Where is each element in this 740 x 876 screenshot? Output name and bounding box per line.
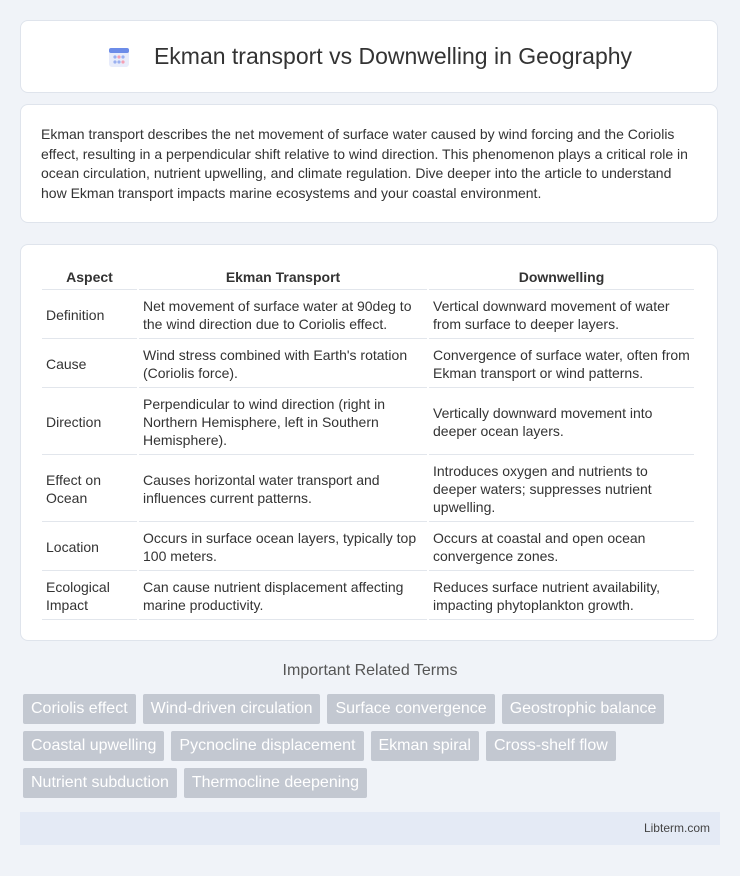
related-tag[interactable]: Nutrient subduction [23, 768, 177, 798]
related-tag[interactable]: Coriolis effect [23, 694, 136, 724]
related-tag[interactable]: Pycnocline displacement [171, 731, 363, 761]
table-row [42, 455, 694, 522]
cell-downwelling: Vertically downward movement into deeper ocean layers. [429, 388, 694, 455]
footer [20, 812, 720, 845]
related-tag[interactable]: Coastal upwelling [23, 731, 164, 761]
cell-downwelling: Vertical downward movement of water from surface to deeper layers. [429, 290, 694, 339]
related-tag[interactable]: Wind-driven circulation [143, 694, 321, 724]
table-header-row [42, 265, 694, 290]
related-tag[interactable]: Cross-shelf flow [486, 731, 616, 761]
table-row [42, 290, 694, 339]
cell-downwelling: Reduces surface nutrient availability, impacting phytoplankton growth. [429, 571, 694, 620]
table-row [42, 522, 694, 571]
intro-card [20, 104, 718, 223]
cell-ekman: Occurs in surface ocean layers, typically top 100 meters. [139, 522, 427, 571]
cell-aspect: Direction [42, 388, 137, 455]
related-terms-list [23, 694, 723, 798]
cell-ekman: Perpendicular to wind direction (right in Northern Hemisphere, left in Southern Hemisphere). [139, 388, 427, 455]
calendar-icon [106, 44, 132, 70]
cell-aspect: Definition [42, 290, 137, 339]
intro-text: Ekman transport describes the net movement of surface water caused by wind forcing and the Coriolis effect, resulting in a perpendicular shift relative to wind direction. This phenomenon plays a critical role in ocean circulation, nutrient upwelling, and climate regulation. Dive deeper into the article to understand how Ekman transport impacts marine ecosystems and your coastal environment. [41, 126, 688, 201]
cell-ekman: Wind stress combined with Earth's rotation (Coriolis force). [139, 339, 427, 388]
comparison-card [20, 244, 718, 641]
table-row [42, 571, 694, 620]
title-card [20, 20, 718, 93]
footer-link[interactable]: Libterm.com [643, 821, 710, 835]
table-row [42, 339, 694, 388]
cell-ekman: Causes horizontal water transport and influences current patterns. [139, 455, 427, 522]
cell-aspect: Effect on Ocean [42, 455, 137, 522]
header-ekman: Ekman Transport [139, 265, 427, 290]
cell-ekman: Can cause nutrient displacement affecting marine productivity. [139, 571, 427, 620]
related-tag[interactable]: Geostrophic balance [502, 694, 665, 724]
cell-downwelling: Occurs at coastal and open ocean convergence zones. [429, 522, 694, 571]
related-tag[interactable]: Surface convergence [327, 694, 494, 724]
cell-aspect: Ecological Impact [42, 571, 137, 620]
cell-aspect: Location [42, 522, 137, 571]
cell-aspect: Cause [42, 339, 137, 388]
related-tag[interactable]: Ekman spiral [371, 731, 479, 761]
cell-downwelling: Convergence of surface water, often from Ekman transport or wind patterns. [429, 339, 694, 388]
cell-ekman: Net movement of surface water at 90deg to the wind direction due to Coriolis effect. [139, 290, 427, 339]
comparison-table [40, 265, 696, 620]
table-row [42, 388, 694, 455]
related-tag[interactable]: Thermocline deepening [184, 768, 367, 798]
header-aspect: Aspect [42, 265, 137, 290]
related-terms-title: Important Related Terms [282, 662, 458, 679]
cell-downwelling: Introduces oxygen and nutrients to deeper waters; suppresses nutrient upwelling. [429, 455, 694, 522]
page-title: Ekman transport vs Downwelling in Geography [153, 43, 633, 69]
header-downwelling: Downwelling [429, 265, 694, 290]
